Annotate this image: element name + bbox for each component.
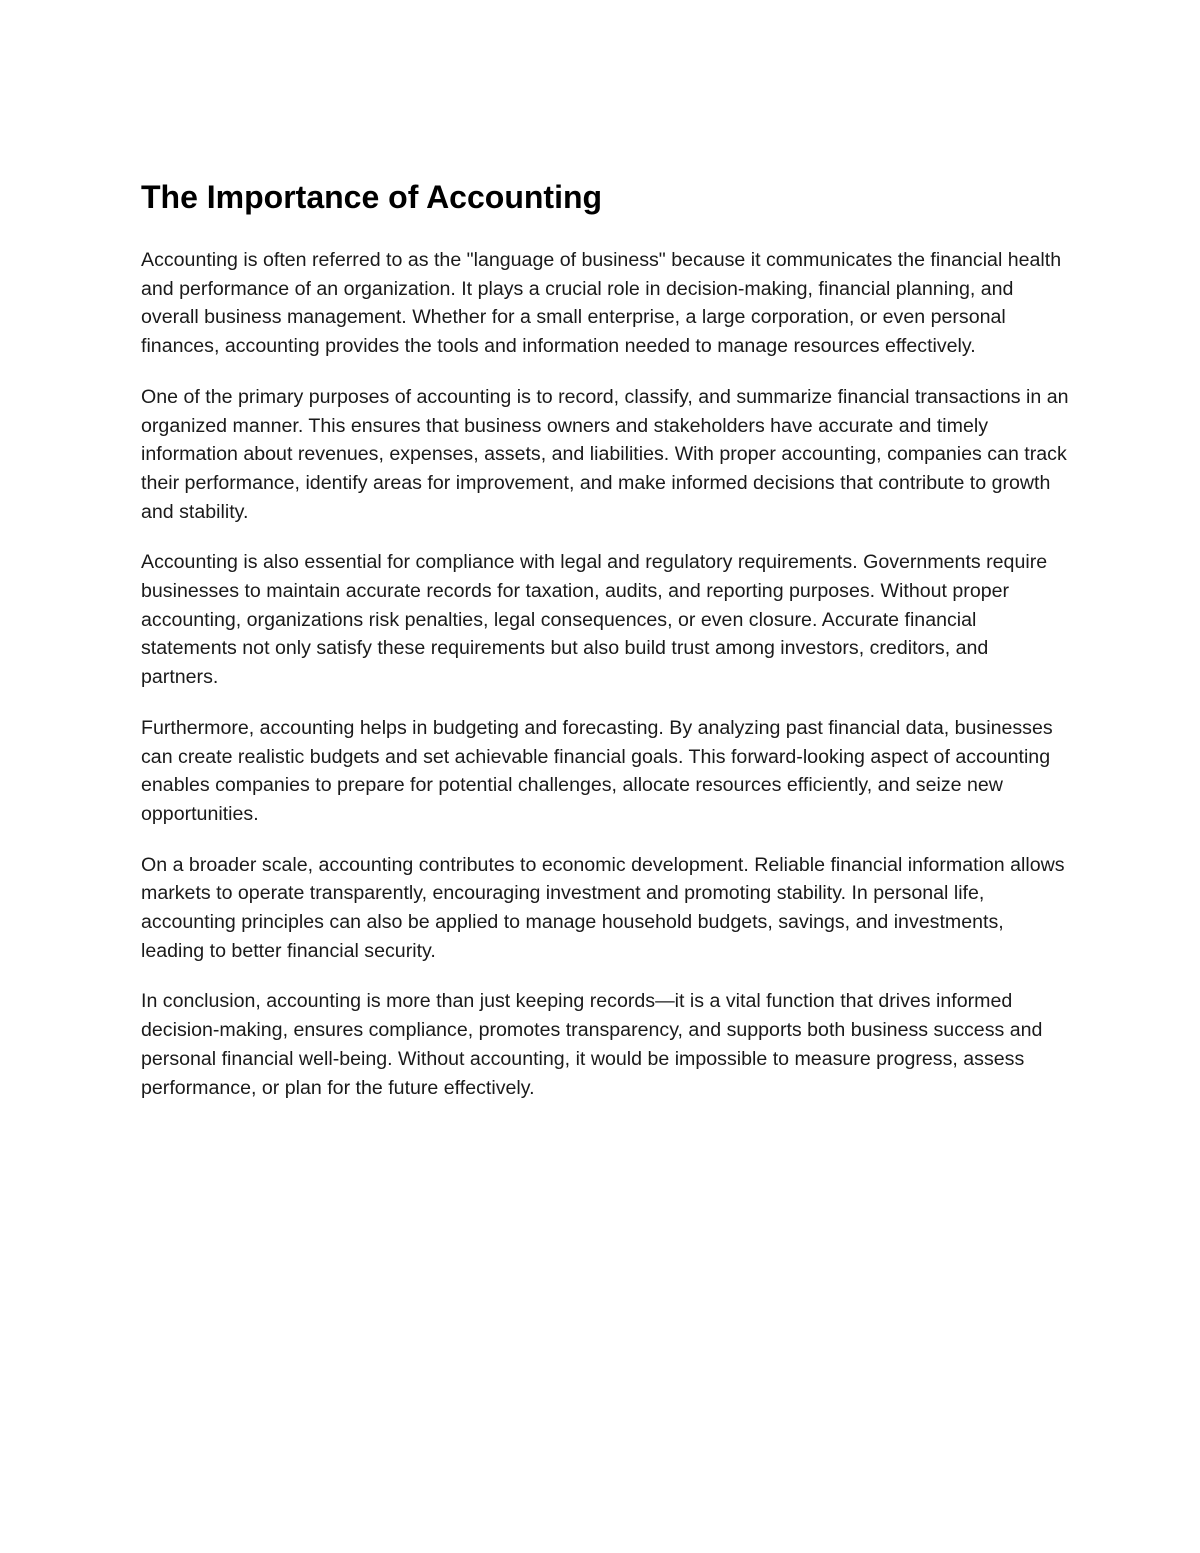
paragraph-intro: Accounting is often referred to as the "language of business" because it communicates the financial health and performance of an organization. It plays a crucial role in decision-making, financial planning, and overall business management. Whether for a small enterprise, a large corporation, or even personal finances, accounting provides the tools and information needed to manage resources effectively. (141, 249, 1062, 358)
document-body (141, 176, 1071, 1102)
paragraph-purpose: One of the primary purposes of accounting is to record, classify, and summarize financial transactions in an organized manner. This ensures that business owners and stakeholders have accurate and timely information about revenues, expenses, assets, and liabilities. With proper accounting, companies can track their performance, identify areas for improvement, and make informed decisions that contribute to growth and stability. (141, 385, 1069, 523)
paragraph-conclusion: In conclusion, accounting is more than just keeping records—it is a vital function that drives informed decision-making, ensures compliance, promotes transparency, and supports both business success and personal financial well-being. Without accounting, it would be impossible to measure progress, assess performance, or plan for the future effectively. (141, 990, 1043, 1099)
paragraph-budgeting: Furthermore, accounting helps in budgeting and forecasting. By analyzing past financial data, businesses can create realistic budgets and set achievable financial goals. This forward-looking aspect of accounting enables companies to prepare for potential challenges, allocate resources efficiently, and seize new opportunities. (141, 716, 1053, 825)
document-title: The Importance of Accounting (141, 179, 603, 215)
paragraph-compliance: Accounting is also essential for compliance with legal and regulatory requirements. Governments require businesses to maintain accurate records for taxation, audits, and reporting purposes. Without proper accounting, organizations risk penalties, legal consequences, or even closure. Accurate financial statements not only satisfy these requirements but also build trust among investors, creditors, and partners. (141, 551, 1048, 689)
paragraph-economic: On a broader scale, accounting contributes to economic development. Reliable financial information allows markets to operate transparently, encouraging investment and promoting stability. In personal life, accounting principles can also be applied to manage household budgets, savings, and investments, leading to better financial security. (141, 853, 1065, 962)
